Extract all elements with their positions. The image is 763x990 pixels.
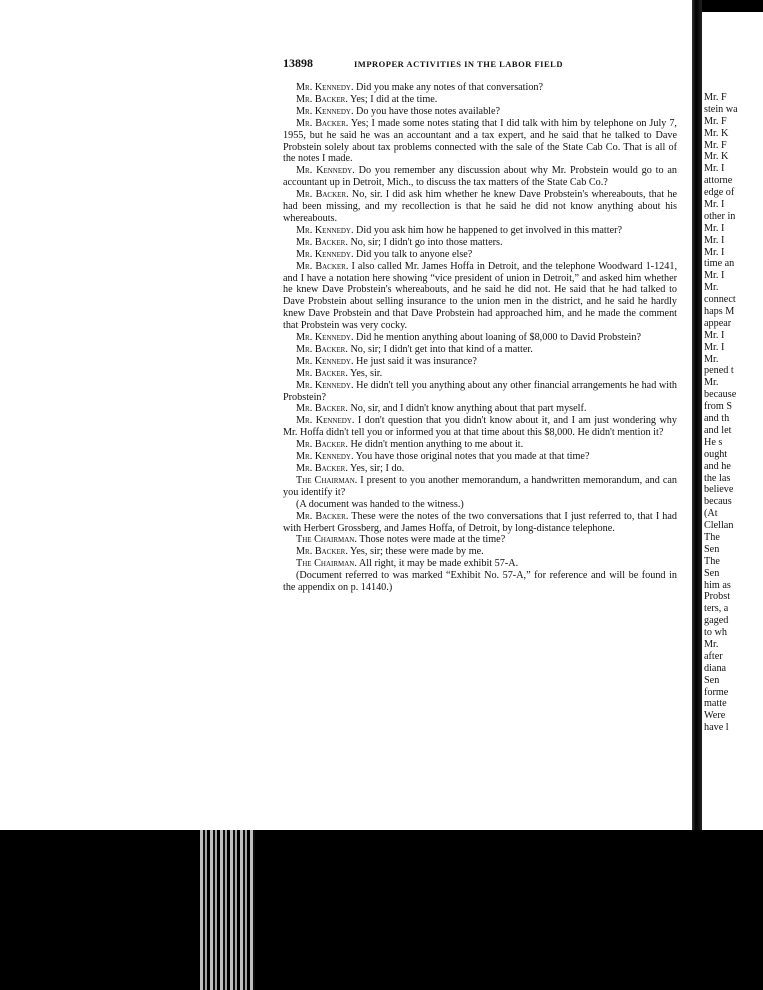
speaker-name: Mr. Kennedy. — [296, 415, 355, 427]
speaker-name: Mr. Backer. — [296, 510, 349, 522]
right-page-line: haps M — [704, 306, 735, 318]
speaker-name: Mr. Backer. — [296, 546, 348, 558]
right-page-line: pened t — [704, 365, 734, 377]
right-page-text — [704, 92, 763, 734]
paragraph-text: Yes, sir. — [347, 367, 383, 379]
right-page-line: Sen — [704, 674, 720, 686]
speaker-name: Mr. Backer. — [296, 236, 348, 248]
right-page-line: Mr. I — [704, 246, 725, 258]
page-number: 13898 — [283, 56, 313, 70]
right-page-line: Mr. F — [704, 115, 727, 127]
transcript-paragraph — [283, 356, 677, 368]
right-page-line: Mr. F — [704, 139, 727, 151]
speaker-name: Mr. Kennedy. — [296, 379, 354, 391]
transcript-paragraph — [283, 368, 677, 380]
right-page-line: and he — [704, 460, 731, 472]
paragraph-text: (Document referred to was marked “Exhibit No. 57-A,” for reference and will be found in the appendix on p. 14140.) — [283, 570, 677, 594]
speaker-name: Mr. Kennedy. — [296, 165, 355, 177]
right-page-line: Mr. — [704, 353, 719, 365]
page-edges — [200, 830, 255, 990]
transcript-paragraph — [283, 106, 677, 118]
transcript-paragraph — [283, 261, 677, 332]
speaker-name: Mr. Kennedy. — [296, 105, 354, 117]
transcript-paragraph — [283, 165, 677, 189]
right-page-line: The — [704, 555, 720, 567]
right-page-line: attorne — [704, 175, 733, 187]
right-page-line: time an — [704, 258, 735, 270]
paragraph-text: Did he mention anything about loaning of $8,000 to David Probstein? — [353, 332, 641, 344]
right-page-line: appear — [704, 317, 732, 329]
right-page-line: and let — [704, 424, 732, 436]
paragraph-text: No, sir; I didn't go into those matters. — [347, 236, 503, 248]
speaker-name: Mr. Backer. — [296, 117, 349, 129]
right-page-line: Sen — [704, 543, 720, 555]
speaker-name: Mr. Backer. — [296, 367, 348, 379]
right-page-line: Clellan — [704, 520, 734, 532]
paragraph-text: He just said it was insurance? — [353, 355, 477, 367]
right-page-line: gaged — [704, 615, 729, 627]
transcript-paragraph — [283, 570, 677, 594]
right-page-line: Mr. I — [704, 270, 725, 282]
right-page-line: Mr. — [704, 377, 719, 389]
right-page-line: stein wa — [704, 103, 738, 115]
speaker-name: Mr. Backer. — [296, 93, 348, 105]
right-page-line: believe — [704, 484, 734, 496]
right-page-line: He s — [704, 436, 723, 448]
right-page-line: Probst — [704, 591, 731, 603]
speaker-name: Mr. Backer. — [296, 260, 349, 272]
paragraph-text: (A document was handed to the witness.) — [296, 498, 464, 510]
transcript-paragraph — [283, 546, 677, 558]
right-page-line: Mr. K — [704, 151, 729, 163]
speaker-name: Mr. Kennedy. — [296, 451, 354, 463]
right-page-line: Sen — [704, 567, 720, 579]
speaker-name: Mr. Backer. — [296, 403, 348, 415]
speaker-name: Mr. Kennedy. — [296, 224, 354, 236]
transcript-paragraph — [283, 403, 677, 415]
paragraph-text: No, sir; I didn't get into that kind of a matter. — [347, 343, 533, 355]
paragraph-text: Do you remember any discussion about why Mr. Probstein would go to an accountant up in Detroit, Mich., to discuss the tax matters of the State Cab Co.? — [283, 165, 677, 189]
right-page-line: matte — [704, 698, 727, 710]
paragraph-text: Yes, sir; these were made by me. — [347, 546, 484, 558]
transcript-paragraph — [283, 118, 677, 166]
right-page-line: the las — [704, 472, 731, 484]
speaker-name: The Chairman. — [296, 558, 357, 570]
right-page-line: Mr. I — [704, 222, 725, 234]
speaker-name: Mr. Backer. — [296, 463, 348, 474]
right-page-line: diana — [704, 662, 727, 674]
scan-margin — [0, 0, 255, 830]
transcript-paragraph — [283, 380, 677, 404]
right-page-line: edge of — [704, 187, 735, 199]
right-page-line: Mr. I — [704, 329, 725, 341]
right-page-line: Were — [704, 710, 726, 722]
transcript-paragraph — [283, 94, 677, 106]
right-page-line: Mr. K — [704, 127, 729, 139]
paragraph-text: Yes; I made some notes stating that I did talk with him by telephone on July 7, 1955, but he said he was an accountant and a tax expert, and he said that he talked to Dave Probstein solely about tax problems connected with the sale of the State Cab Co. That is all of the notes I made. — [283, 117, 677, 165]
speaker-name: The Chairman. — [296, 534, 357, 546]
transcript-paragraph — [283, 189, 677, 225]
transcript-paragraph — [283, 451, 677, 463]
paragraph-text: Yes; I did at the time. — [347, 93, 438, 105]
transcript-paragraph — [283, 558, 677, 570]
paragraph-text: You have those original notes that you made at that time? — [353, 451, 590, 463]
document-page-right — [702, 12, 763, 830]
transcript-paragraph — [283, 249, 677, 261]
transcript-body — [283, 82, 677, 594]
transcript-paragraph — [283, 499, 677, 511]
paragraph-text: Do you have those notes available? — [353, 105, 501, 117]
paragraph-text: He didn't mention anything to me about it. — [347, 439, 524, 451]
paragraph-text: Did you ask him how he happened to get involved in this matter? — [353, 224, 623, 236]
right-page-line: Mr. — [704, 282, 719, 294]
transcript-paragraph — [283, 415, 677, 439]
paragraph-text: All right, it may be made exhibit 57-A. — [356, 558, 519, 570]
document-page-left — [255, 0, 692, 830]
right-page-line: (At — [704, 508, 718, 520]
transcript-paragraph — [283, 511, 677, 535]
right-page-line: him as — [704, 579, 731, 591]
paragraph-text: No, sir. I did ask him whether he knew Dave Probstein's whereabouts, that he had been missing, and my recollection is that he said he did not know anything about his whereabouts. — [283, 189, 677, 224]
right-page-line: after — [704, 650, 723, 662]
paragraph-text: I also called Mr. James Hoffa in Detroit, and the telephone Woodward 1-1241, and I have a notation here showing “vice president of union in Detroit,” and asked him whether he knew Dave Probstein's whereabouts, and he said he did not. He said that he had talked to Dave Probstein about selling insurance to the union men in the district, and he said he hardly knew Dave Probstein and that Dave Probstein had approached him, and he made the comment that Probstein was very cocky. — [283, 260, 677, 332]
speaker-name: Mr. Kennedy. — [296, 355, 354, 367]
right-page-line: because — [704, 389, 737, 401]
right-page-line: from S — [704, 401, 733, 413]
right-page-line: and th — [704, 413, 730, 425]
right-page-line: Mr. I — [704, 234, 725, 246]
right-page-line: connect — [704, 294, 736, 306]
paragraph-text: Did you make any notes of that conversation? — [353, 82, 544, 93]
speaker-name: Mr. Backer. — [296, 189, 349, 201]
running-head: IMPROPER ACTIVITIES IN THE LABOR FIELD — [354, 59, 563, 69]
transcript-paragraph — [283, 237, 677, 249]
speaker-name: Mr. Kennedy. — [296, 332, 354, 344]
paragraph-text: I don't question that you didn't know about it, and I am just wondering why Mr. Hoffa didn't tell you or informed you at that time about this $8,000. He didn't mention it? — [283, 415, 677, 439]
right-page-line: have l — [704, 722, 729, 734]
right-page-line: Mr. — [704, 638, 719, 650]
right-page-line: to wh — [704, 627, 727, 639]
right-page-line: Mr. I — [704, 199, 725, 211]
right-page-line: Mr. F — [704, 92, 727, 103]
paragraph-text: No, sir, and I didn't know anything about that part myself. — [347, 403, 587, 415]
transcript-paragraph — [283, 225, 677, 237]
speaker-name: Mr. Kennedy. — [296, 82, 354, 93]
right-page-line: Mr. I — [704, 341, 725, 353]
speaker-name: The Chairman. — [296, 474, 358, 486]
transcript-paragraph — [283, 534, 677, 546]
scan-background — [0, 830, 763, 990]
speaker-name: Mr. Backer. — [296, 439, 348, 451]
speaker-name: Mr. Kennedy. — [296, 248, 354, 260]
page-header — [283, 56, 683, 70]
paragraph-text: These were the notes of the two conversations that I just referred to, that I had with Herbert Grossberg, and James Hoffa, of Detroit, by long-distance telephone. — [283, 510, 677, 534]
paragraph-text: Those notes were made at the time? — [356, 534, 506, 546]
book-gutter — [692, 0, 702, 830]
right-page-line: The — [704, 531, 720, 543]
paragraph-text: I present to you another memorandum, a handwritten memorandum, and can you identify it? — [283, 474, 677, 498]
transcript-paragraph — [283, 463, 677, 475]
transcript-paragraph — [283, 475, 677, 499]
paragraph-text: Did you talk to anyone else? — [353, 248, 473, 260]
right-page-line: becaus — [704, 496, 732, 508]
right-page-line: Mr. I — [704, 163, 725, 175]
transcript-paragraph — [283, 82, 677, 94]
paragraph-text: He didn't tell you anything about any other financial arrangements he had with Probstein? — [283, 379, 677, 403]
right-page-line: forme — [704, 686, 729, 698]
right-page-line: ters, a — [704, 603, 729, 615]
transcript-paragraph — [283, 439, 677, 451]
speaker-name: Mr. Backer. — [296, 343, 348, 355]
paragraph-text: Yes, sir; I do. — [347, 463, 405, 474]
transcript-paragraph — [283, 332, 677, 344]
right-page-line: other in — [704, 210, 736, 222]
transcript-paragraph — [283, 344, 677, 356]
right-page-line: ought — [704, 448, 728, 460]
